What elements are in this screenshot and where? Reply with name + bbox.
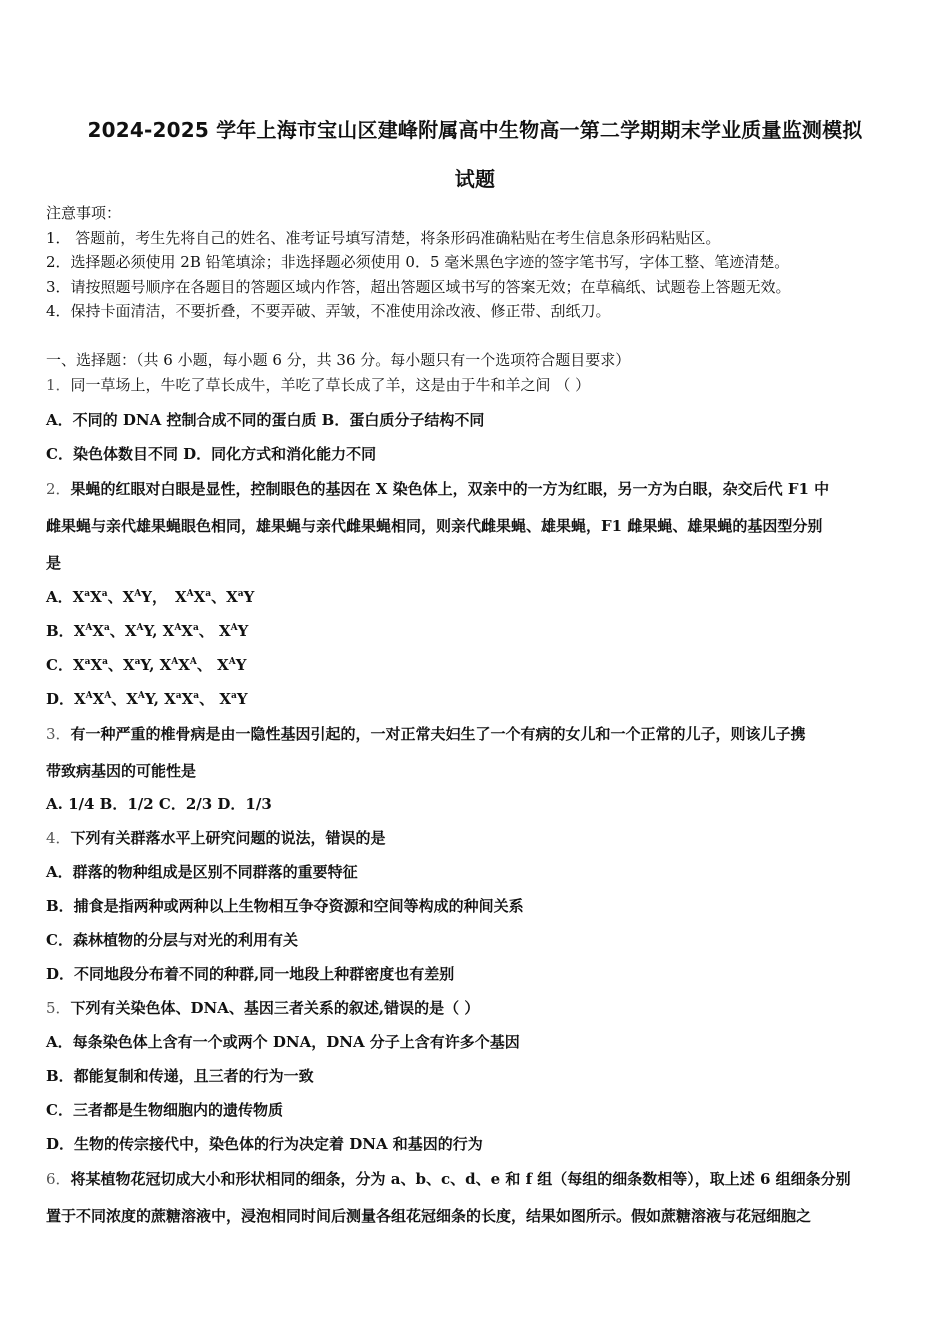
question-2-stem-line: 雌果蝇与亲代雄果蝇眼色相同，雄果蝇与亲代雌果蝇相同，则亲代雌果蝇、雄果蝇，F1 雌果蝇、雄果蝇的基因型分别 — [46, 517, 823, 535]
question-1-options-ab: A．不同的 DNA 控制合成不同的蛋白质 B．蛋白质分子结构不同 — [46, 411, 485, 429]
question-number: 6． — [46, 1170, 71, 1188]
question-number: 2． — [46, 480, 71, 498]
question-3-options: A. 1/4 B．1/2 C．2/3 D．1/3 — [46, 795, 272, 813]
question-number: 5． — [46, 999, 71, 1017]
question-5-option-d: D．生物的传宗接代中，染色体的行为决定着 DNA 和基因的行为 — [46, 1135, 483, 1153]
question-2-option-c: C．$X^aX^a$、$X^aY$, $X^AX^A$、 $X^AY$ — [46, 656, 247, 674]
notice-item: 1． 答题前，考生先将自己的姓名、准考证号填写清楚，将条形码准确粘贴在考生信息条形码粘贴区。 — [46, 229, 721, 247]
question-number: 4． — [46, 829, 71, 847]
question-number: 3． — [46, 725, 71, 743]
question-4-option-c: C．森林植物的分层与对光的利用有关 — [46, 931, 298, 949]
question-number: 1． — [46, 376, 71, 394]
question-4-stem: 4．下列有关群落水平上研究问题的说法，错误的是 — [46, 829, 386, 847]
question-1-options-cd: C．染色体数目不同 D．同化方式和消化能力不同 — [46, 445, 377, 463]
section-heading: 一、选择题：（共 6 小题，每小题 6 分，共 36 分。每小题只有一个选项符合题目要求） — [46, 351, 631, 369]
question-5-stem: 5．下列有关染色体、DNA、基因三者关系的叙述,错误的是（ ） — [46, 999, 480, 1017]
question-5-option-b: B．都能复制和传递，且三者的行为一致 — [46, 1067, 314, 1085]
question-4-option-a: A．群落的物种组成是区别不同群落的重要特征 — [46, 863, 358, 881]
page-title: 2024-2025 学年上海市宝山区建峰附属高中生物高一第二学期期末学业质量监测模拟 — [87, 118, 863, 142]
notice-heading: 注意事项： — [46, 204, 122, 222]
question-5-option-c: C．三者都是生物细胞内的遗传物质 — [46, 1101, 283, 1119]
question-2-option-b: B．$X^AX^a$、$X^AY$, $X^AX^a$、 $X^AY$ — [46, 622, 249, 640]
question-6-stem: 6．将某植物花冠切成大小和形状相同的细条，分为 a、b、c、d、e 和 f 组（每组的细条数相等），取上述 6 组细条分别 — [46, 1170, 851, 1188]
notice-item: 3．请按照题号顺序在各题目的答题区域内作答，超出答题区域书写的答案无效；在草稿纸、试题卷上答题无效。 — [46, 278, 791, 296]
question-2-option-a: A．$X^aX^a$、$X^AY$， $X^AX^a$、$X^aY$ — [46, 588, 255, 606]
question-1-stem: 1．同一草场上，牛吃了草长成牛，羊吃了草长成了羊，这是由于牛和羊之间 （ ） — [46, 376, 591, 394]
question-6-stem-line: 置于不同浓度的蔗糖溶液中，浸泡相同时间后测量各组花冠细条的长度，结果如图所示。假如蔗糖溶液与花冠细胞之 — [46, 1207, 812, 1225]
question-4-option-b: B．捕食是指两种或两种以上生物相互争夺资源和空间等构成的种间关系 — [46, 897, 524, 915]
question-2-stem: 2．果蝇的红眼对白眼是显性，控制眼色的基因在 X 染色体上，双亲中的一方为红眼，另一方为白眼，杂交后代 F1 中 — [46, 480, 830, 498]
page-title-continued: 试题 — [454, 167, 496, 191]
question-2-option-d: D．$X^AX^A$、$X^AY$, $X^aX^a$、 $X^aY$ — [46, 690, 248, 708]
question-4-option-d: D．不同地段分布着不同的种群,同一地段上种群密度也有差别 — [46, 965, 455, 983]
notice-item: 2．选择题必须使用 2B 铅笔填涂；非选择题必须使用 0．5 毫米黑色字迹的签字笔书写，字体工整、笔迹清楚。 — [46, 253, 790, 271]
question-5-option-a: A．每条染色体上含有一个或两个 DNA，DNA 分子上含有许多个基因 — [46, 1033, 520, 1051]
question-3-stem: 3．有一种严重的椎骨病是由一隐性基因引起的，一对正常夫妇生了一个有病的女儿和一个正常的儿子，则该儿子携 — [46, 725, 806, 743]
question-3-stem-line: 带致病基因的可能性是 — [46, 762, 197, 780]
question-2-stem-line: 是 — [46, 554, 62, 572]
notice-item: 4．保持卡面清洁，不要折叠，不要弄破、弄皱，不准使用涂改液、修正带、刮纸刀。 — [46, 302, 611, 320]
